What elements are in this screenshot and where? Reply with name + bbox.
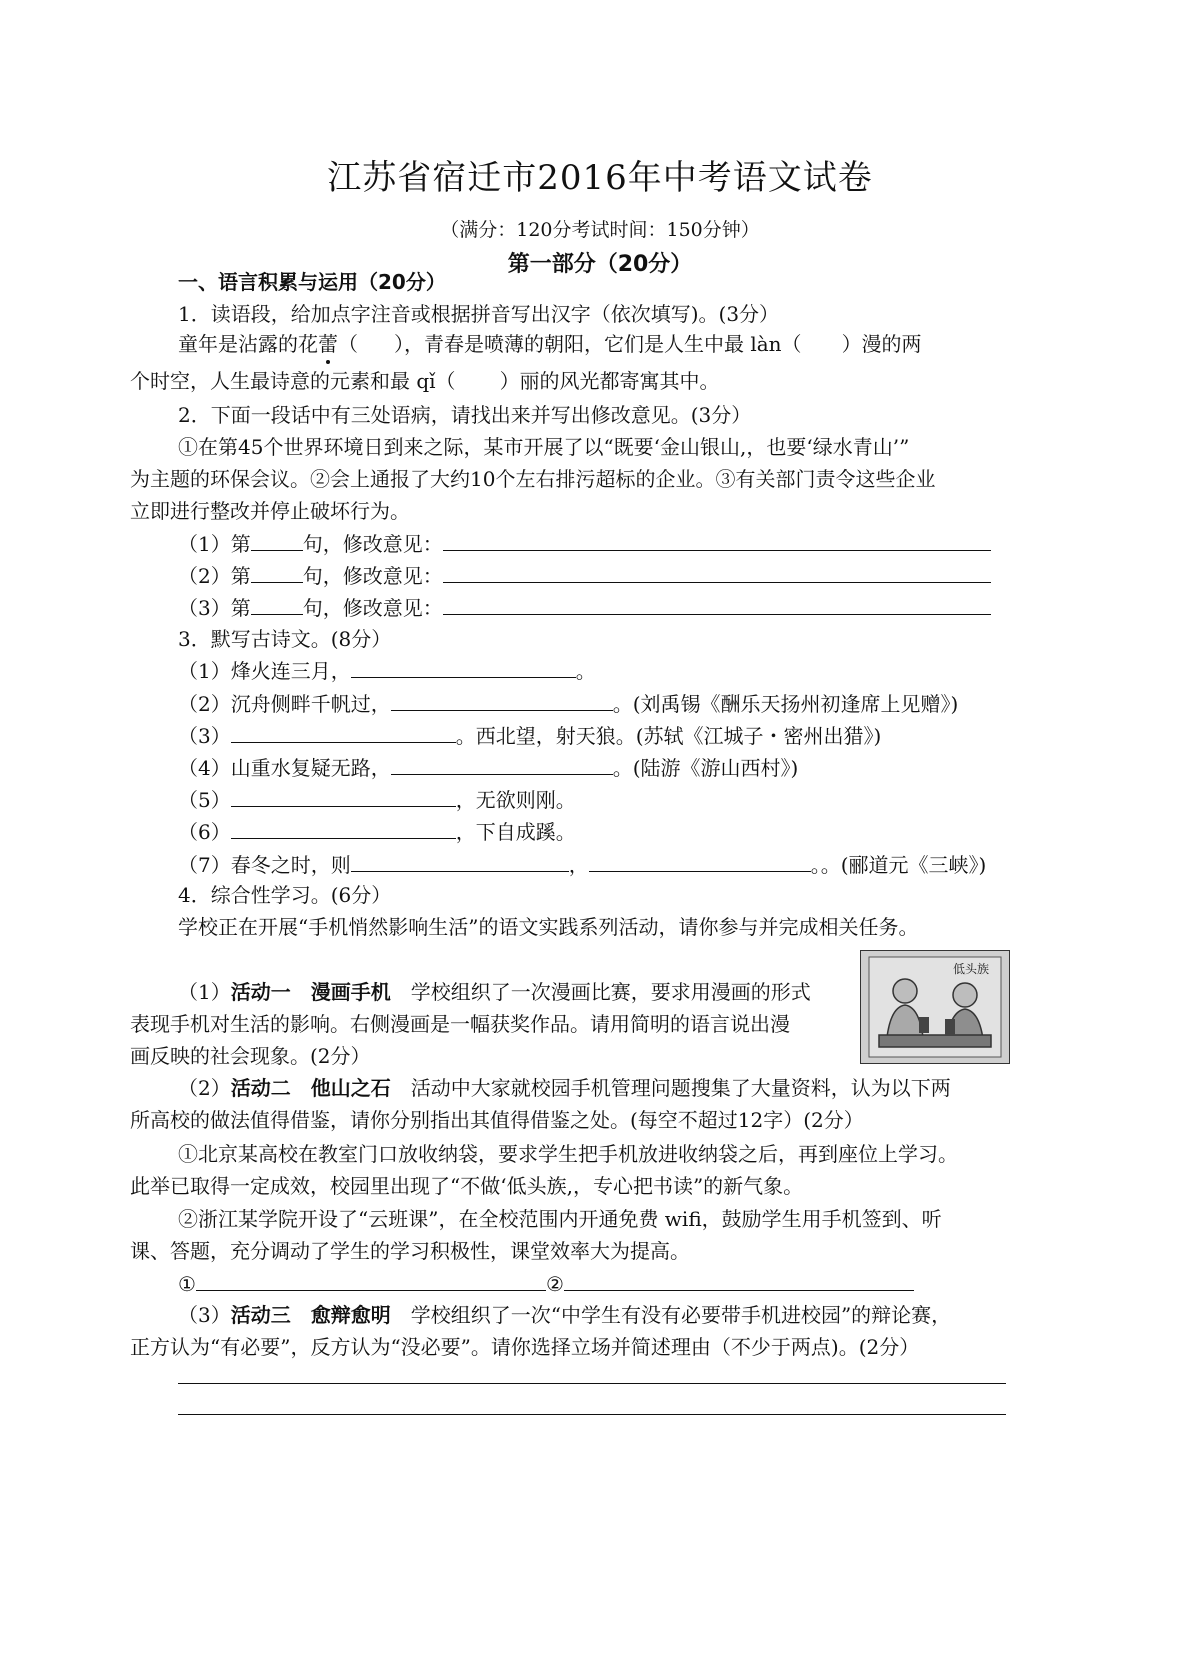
revision-blank[interactable] [443,594,991,615]
activity-number: （3） [178,1303,231,1327]
dotted-char: 蕾 [318,332,338,356]
q2-answer-row-2 [178,562,991,590]
poem-blank[interactable] [391,690,613,711]
comic-caption: 低头族 [953,962,990,976]
activity-number: （2） [178,1076,231,1100]
sentence-number-blank[interactable] [251,562,303,583]
q1-text-d: ）漫的两 [841,332,922,356]
question-1-stem: 1．读语段，给加点字注音或根据拼音写出汉字（依次填写)。(3分） [178,302,780,326]
poem-prompt: （7）春冬之时，则 [178,853,351,877]
q2-answer-row-1 [178,530,991,558]
table [879,1035,991,1047]
activity-1-line-1 [178,978,811,1006]
poem-blank[interactable] [231,722,456,743]
activity-2-answer-row [178,1270,914,1298]
activity-2-line-3: ①北京某高校在教室门口放收纳袋，要求学生把手机放进收纳袋之后，再到座位上学习。 [178,1142,958,1166]
poem-prompt: （2）沉舟侧畔千帆过， [178,692,391,716]
poem-blank[interactable] [231,786,456,807]
part-heading: 第一部分（20分） [507,252,693,277]
q3-item-3 [178,722,881,750]
poem-prompt: （3） [178,724,231,748]
poem-end: 。 [575,659,596,683]
answer-marker: ② [545,1272,564,1296]
activity-2-line-2: 所高校的做法值得借鉴，请你分别指出其值得借鉴之处。(每空不超过12字）(2分） [130,1108,864,1132]
question-1-passage-line-2 [130,367,720,395]
activity-3-line-1 [178,1301,951,1329]
activity-title: 活动二 他山之石 [230,1076,391,1100]
poem-source: 。。(郦道元《三峡》) [810,853,987,877]
person-right-head [953,983,977,1007]
activity-title: 活动一 漫画手机 [230,980,391,1004]
poem-blank[interactable] [391,754,613,775]
answer-label: （2）第 [178,564,251,588]
sentence-number-blank[interactable] [251,594,303,615]
poem-source: 。(刘禹锡《酬乐天扬州初逢席上见赠》) [612,692,959,716]
q1-text-b: （ [338,332,358,356]
poem-end: ，无欲则刚。 [455,788,576,812]
poem-source: 。西北望，射天狼。(苏轼《江城子・密州出猎》) [455,724,882,748]
activity-1-line-3: 画反映的社会现象。(2分） [130,1044,371,1068]
q3-item-5 [178,786,576,814]
activity-text: 活动中大家就校园手机管理问题搜集了大量资料，认为以下两 [390,1076,951,1100]
question-2-stem: 2．下面一段话中有三处语病，请找出来并写出修改意见。(3分） [178,403,752,427]
activity-1-line-2: 表现手机对生活的影响。右侧漫画是一幅获奖作品。请用简明的语言说出漫 [130,1012,790,1036]
question-3-stem: 3．默写古诗文。(8分） [178,627,392,651]
activity-number: （1） [178,980,231,1004]
answer-line-1[interactable] [178,1382,1006,1384]
question-4-intro: 学校正在开展“手机悄然影响生活”的语文实践系列活动，请你参与并完成相关任务。 [178,915,919,939]
sentence-number-blank[interactable] [251,530,303,551]
score-time-info: （满分：120分考试时间：150分钟） [440,219,760,241]
answer-label: 句，修改意见： [302,596,443,620]
q3-item-4 [178,754,798,782]
answer-label: （3）第 [178,596,251,620]
section-heading: 一、语言积累与运用（20分） [178,270,446,294]
poem-end: ，下自成蹊。 [455,820,576,844]
answer-label: 句，修改意见： [302,532,443,556]
q2-answer-row-3 [178,594,991,622]
poem-blank[interactable] [351,657,576,678]
q1-text-e: 个时空，人生最诗意的元素和最 qǐ（ [130,369,456,393]
phone-left [919,1017,929,1033]
revision-blank[interactable] [443,562,991,583]
question-1-passage-line-1 [178,330,922,358]
q1-text-f: ）丽的风光都寄寓其中。 [499,369,720,393]
question-2-text-line-2: 为主题的环保会议。②会上通报了大约10个左右排污超标的企业。③有关部门责令这些企业 [130,467,936,491]
revision-blank[interactable] [443,530,991,551]
phone-right [945,1019,955,1035]
question-2-text-line-1: ①在第45个世界环境日到来之际，某市开展了以“既要‘金山银山,，也要‘绿水青山’” [178,435,910,459]
poem-blank[interactable] [231,818,456,839]
activity-2-line-4: 此举已取得一定成效，校园里出现了“不做‘低头族,，专心把书读”的新气象。 [130,1174,804,1198]
activity-text: 学校组织了一次漫画比赛，要求用漫画的形式 [390,980,811,1004]
q3-item-7 [178,851,986,879]
q3-item-1 [178,657,596,685]
q1-text-a: 童年是沾露的花 [178,332,318,356]
poem-prompt: （6） [178,820,231,844]
activity-3-line-2: 正方认为“有必要”，反方认为“没必要”。请你选择立场并简述理由（不少于两点)。(2分） [130,1335,920,1359]
comic-drawing [861,951,1009,1063]
answer-label: 句，修改意见： [302,564,443,588]
answer-line-2[interactable] [178,1413,1006,1415]
poem-blank[interactable] [351,851,569,872]
answer-blank-2[interactable] [564,1270,914,1291]
activity-2-line-6: 课、答题，充分调动了学生的学习积极性，课堂效率大为提高。 [130,1239,690,1263]
answer-blank-1[interactable] [196,1270,546,1291]
question-4-stem: 4．综合性学习。(6分） [178,883,392,907]
person-left-head [893,979,917,1003]
q1-text-c: ），青春是喷薄的朝阳，它们是人生中最 làn（ [394,332,802,356]
q3-item-2 [178,690,958,718]
activity-text: 学校组织了一次“中学生有没有必要带手机进校园”的辩论赛， [390,1303,952,1327]
comic-image [860,950,1010,1064]
poem-source: 。(陆游《游山西村》) [612,756,799,780]
poem-prompt: （5） [178,788,231,812]
poem-sep: ， [568,853,589,877]
activity-2-line-1 [178,1074,951,1102]
answer-label: （1）第 [178,532,251,556]
poem-blank[interactable] [589,851,811,872]
answer-marker: ① [178,1272,196,1296]
q3-item-6 [178,818,576,846]
poem-prompt: （4）山重水复疑无路， [178,756,391,780]
activity-2-line-5: ②浙江某学院开设了“云班课”，在全校范围内开通免费 wifi，鼓励学生用手机签到、听 [178,1207,942,1231]
question-2-text-line-3: 立即进行整改并停止破坏行为。 [130,499,410,523]
poem-prompt: （1）烽火连三月， [178,659,351,683]
activity-title: 活动三 愈辩愈明 [230,1303,391,1327]
page-title: 江苏省宿迁市2016年中考语文试卷 [327,158,873,198]
